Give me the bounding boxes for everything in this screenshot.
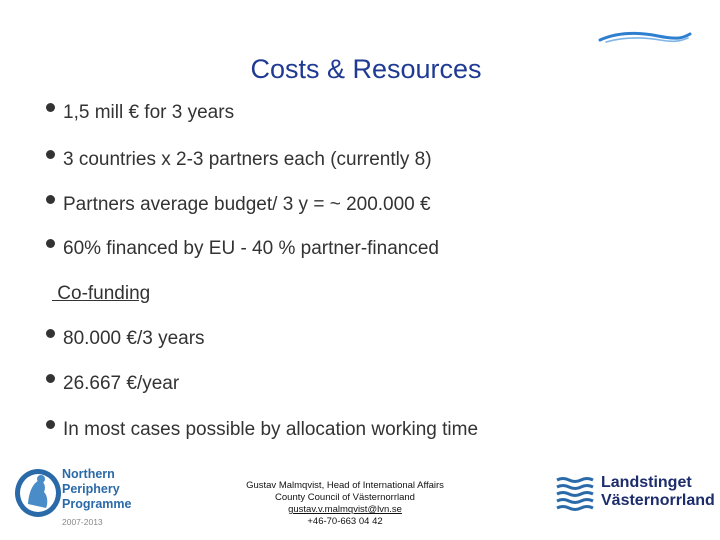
slide-title: Costs & Resources [250, 54, 482, 84]
npp-line1: Northern [62, 467, 115, 481]
lt-line1: Landstinget [601, 474, 692, 491]
footer-org: County Council of Västernorrland [275, 492, 415, 503]
bullet-dot-icon [46, 239, 55, 248]
bullet-text: In most cases possible by allocation working time [63, 419, 479, 440]
footer-email-link[interactable]: gustav.v.malmqvist@lvn.se [288, 504, 402, 515]
bullet-text: 80.000 €/3 years [63, 328, 205, 349]
bullet-dot-icon [46, 374, 55, 383]
bullet-dot-icon [46, 195, 55, 204]
bullet-dot-icon [46, 329, 55, 338]
lt-line2: Västernorrland [601, 492, 715, 509]
bullet-dot-icon [46, 420, 55, 429]
bullet-item [46, 149, 432, 171]
bullet-dot-icon [46, 150, 55, 159]
footer-name: Gustav Malmqvist, Head of International Affairs [246, 480, 444, 491]
bullet-text: 1,5 mill € for 3 years [63, 102, 235, 123]
npp-logo-text [62, 467, 131, 512]
bullet-item [46, 194, 431, 216]
bullet-text: 3 countries x 2-3 partners each (currently 8) [63, 149, 432, 170]
bullet-item [46, 238, 439, 260]
npp-years: 2007-2013 [62, 517, 103, 527]
bullet-item [46, 373, 179, 395]
co-funding-subheading: Co-funding [52, 283, 151, 304]
footer-contact [220, 480, 470, 528]
bullet-text: 60% financed by EU - 40 % partner-financed [63, 238, 439, 259]
bullet-text: 26.667 €/year [63, 373, 180, 394]
bullet-dot-icon [46, 103, 55, 112]
bullet-item [46, 328, 205, 350]
landstinget-logo-icon [555, 476, 595, 512]
wave-logo-icon [598, 28, 692, 46]
bullet-item [46, 419, 478, 441]
bullet-item [46, 102, 234, 124]
npp-line3: Programme [62, 497, 132, 511]
footer-phone: +46-70-663 04 42 [307, 516, 383, 527]
bullet-text: Partners average budget/ 3 y = ~ 200.000 € [63, 194, 431, 215]
npp-line2: Periphery [62, 482, 120, 496]
landstinget-logo-text [601, 474, 715, 510]
